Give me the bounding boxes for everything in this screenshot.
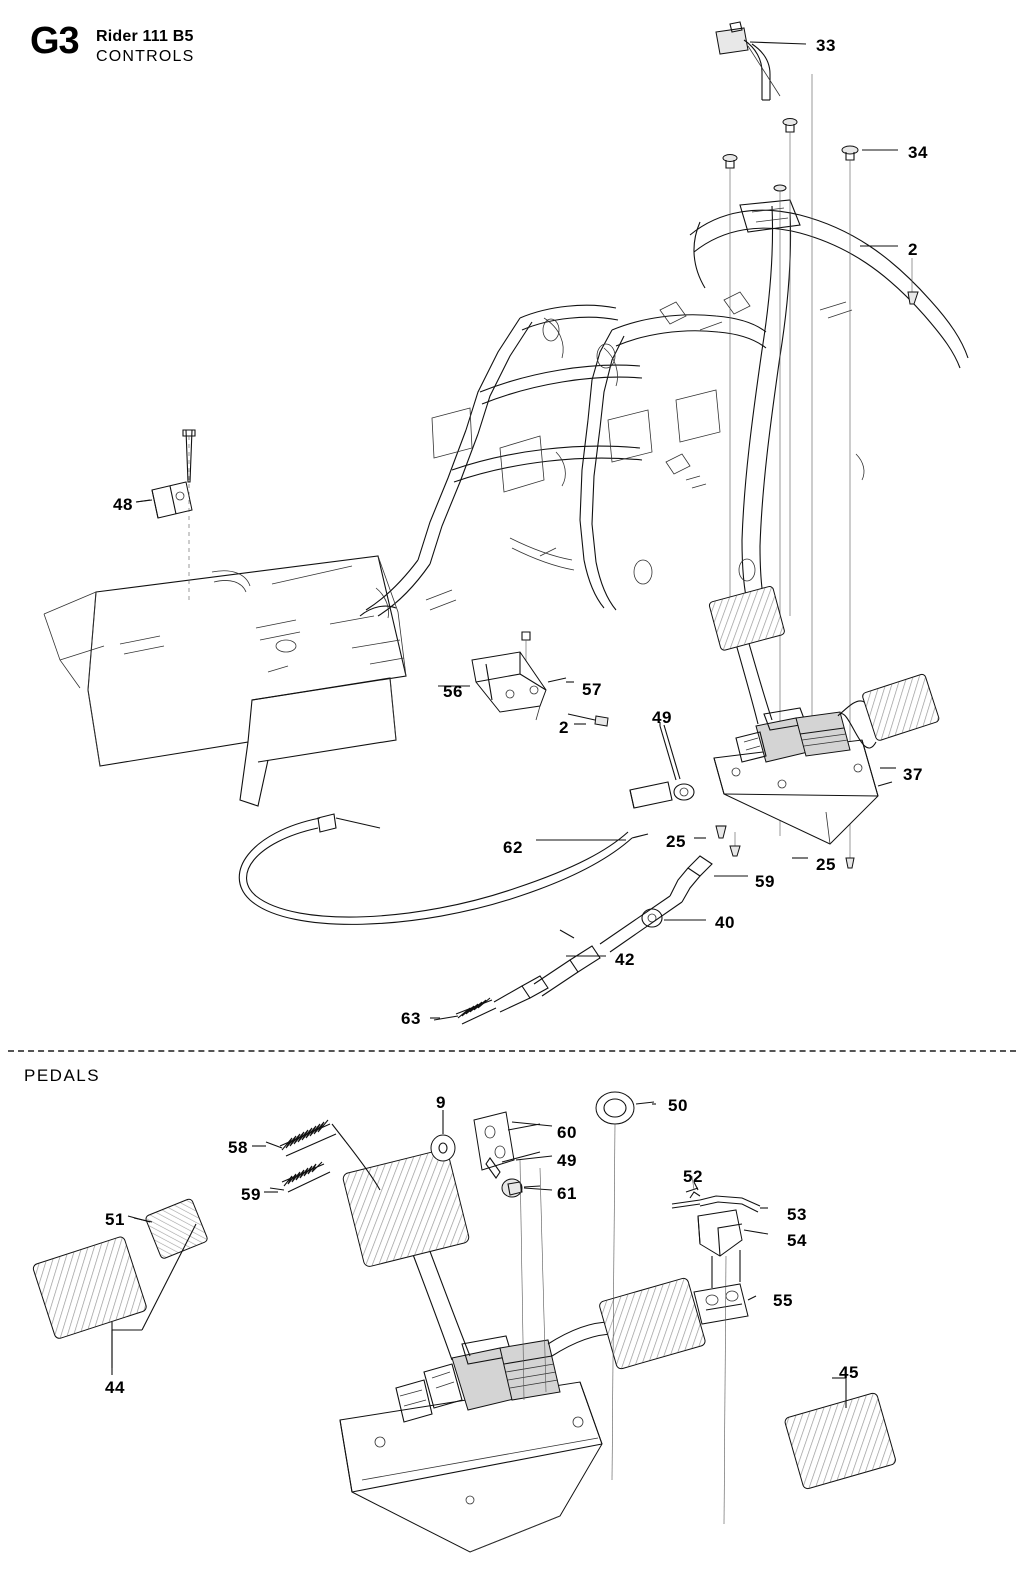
callout-54: 54 (787, 1231, 807, 1250)
callout-62: 62 (503, 838, 523, 857)
callout-59-pedals: 59 (241, 1185, 261, 1204)
callout-33: 33 (816, 36, 836, 55)
callout-40: 40 (715, 913, 735, 932)
lower-cable-group (434, 856, 712, 1024)
callout-9: 9 (436, 1093, 446, 1112)
callout-25-right: 25 (816, 855, 836, 874)
callout-49-top: 49 (652, 708, 672, 727)
part-62-cable (239, 814, 648, 924)
section-label: CONTROLS (96, 48, 195, 65)
callout-55: 55 (773, 1291, 793, 1310)
page-title: G3 (30, 20, 79, 62)
callout-52: 52 (683, 1167, 703, 1186)
part-48-bracket (136, 430, 195, 600)
callout-42: 42 (615, 950, 635, 969)
part-49-rod (630, 725, 694, 808)
callout-25-left: 25 (666, 832, 686, 851)
callout-53: 53 (787, 1205, 807, 1224)
callout-59-top: 59 (755, 872, 775, 891)
callout-37: 37 (903, 765, 923, 784)
callout-63: 63 (401, 1009, 421, 1028)
pedals-assembly-group (32, 1092, 897, 1552)
callout-49-pedals: 49 (557, 1151, 577, 1170)
callout-57: 57 (582, 680, 602, 699)
foot-deck-group (44, 556, 406, 806)
callout-58: 58 (228, 1138, 248, 1157)
callout-61: 61 (557, 1184, 577, 1203)
pedals-subtitle: PEDALS (24, 1066, 101, 1085)
callout-34: 34 (908, 143, 928, 162)
callout-44: 44 (105, 1378, 125, 1397)
part-33-lever (716, 22, 780, 100)
callout-48: 48 (113, 495, 133, 514)
callout-56: 56 (443, 682, 463, 701)
callout-2-mid: 2 (559, 718, 569, 737)
callout-60: 60 (557, 1123, 577, 1142)
part-56-bracket (472, 652, 566, 720)
callout-51: 51 (105, 1210, 125, 1229)
model-label: Rider 111 B5 (96, 28, 194, 45)
callout-45: 45 (839, 1363, 859, 1382)
chassis-frame-group (366, 200, 968, 616)
part-37-pedal-assembly (709, 586, 940, 844)
callout-2-right: 2 (908, 240, 918, 259)
callout-50: 50 (668, 1096, 688, 1115)
